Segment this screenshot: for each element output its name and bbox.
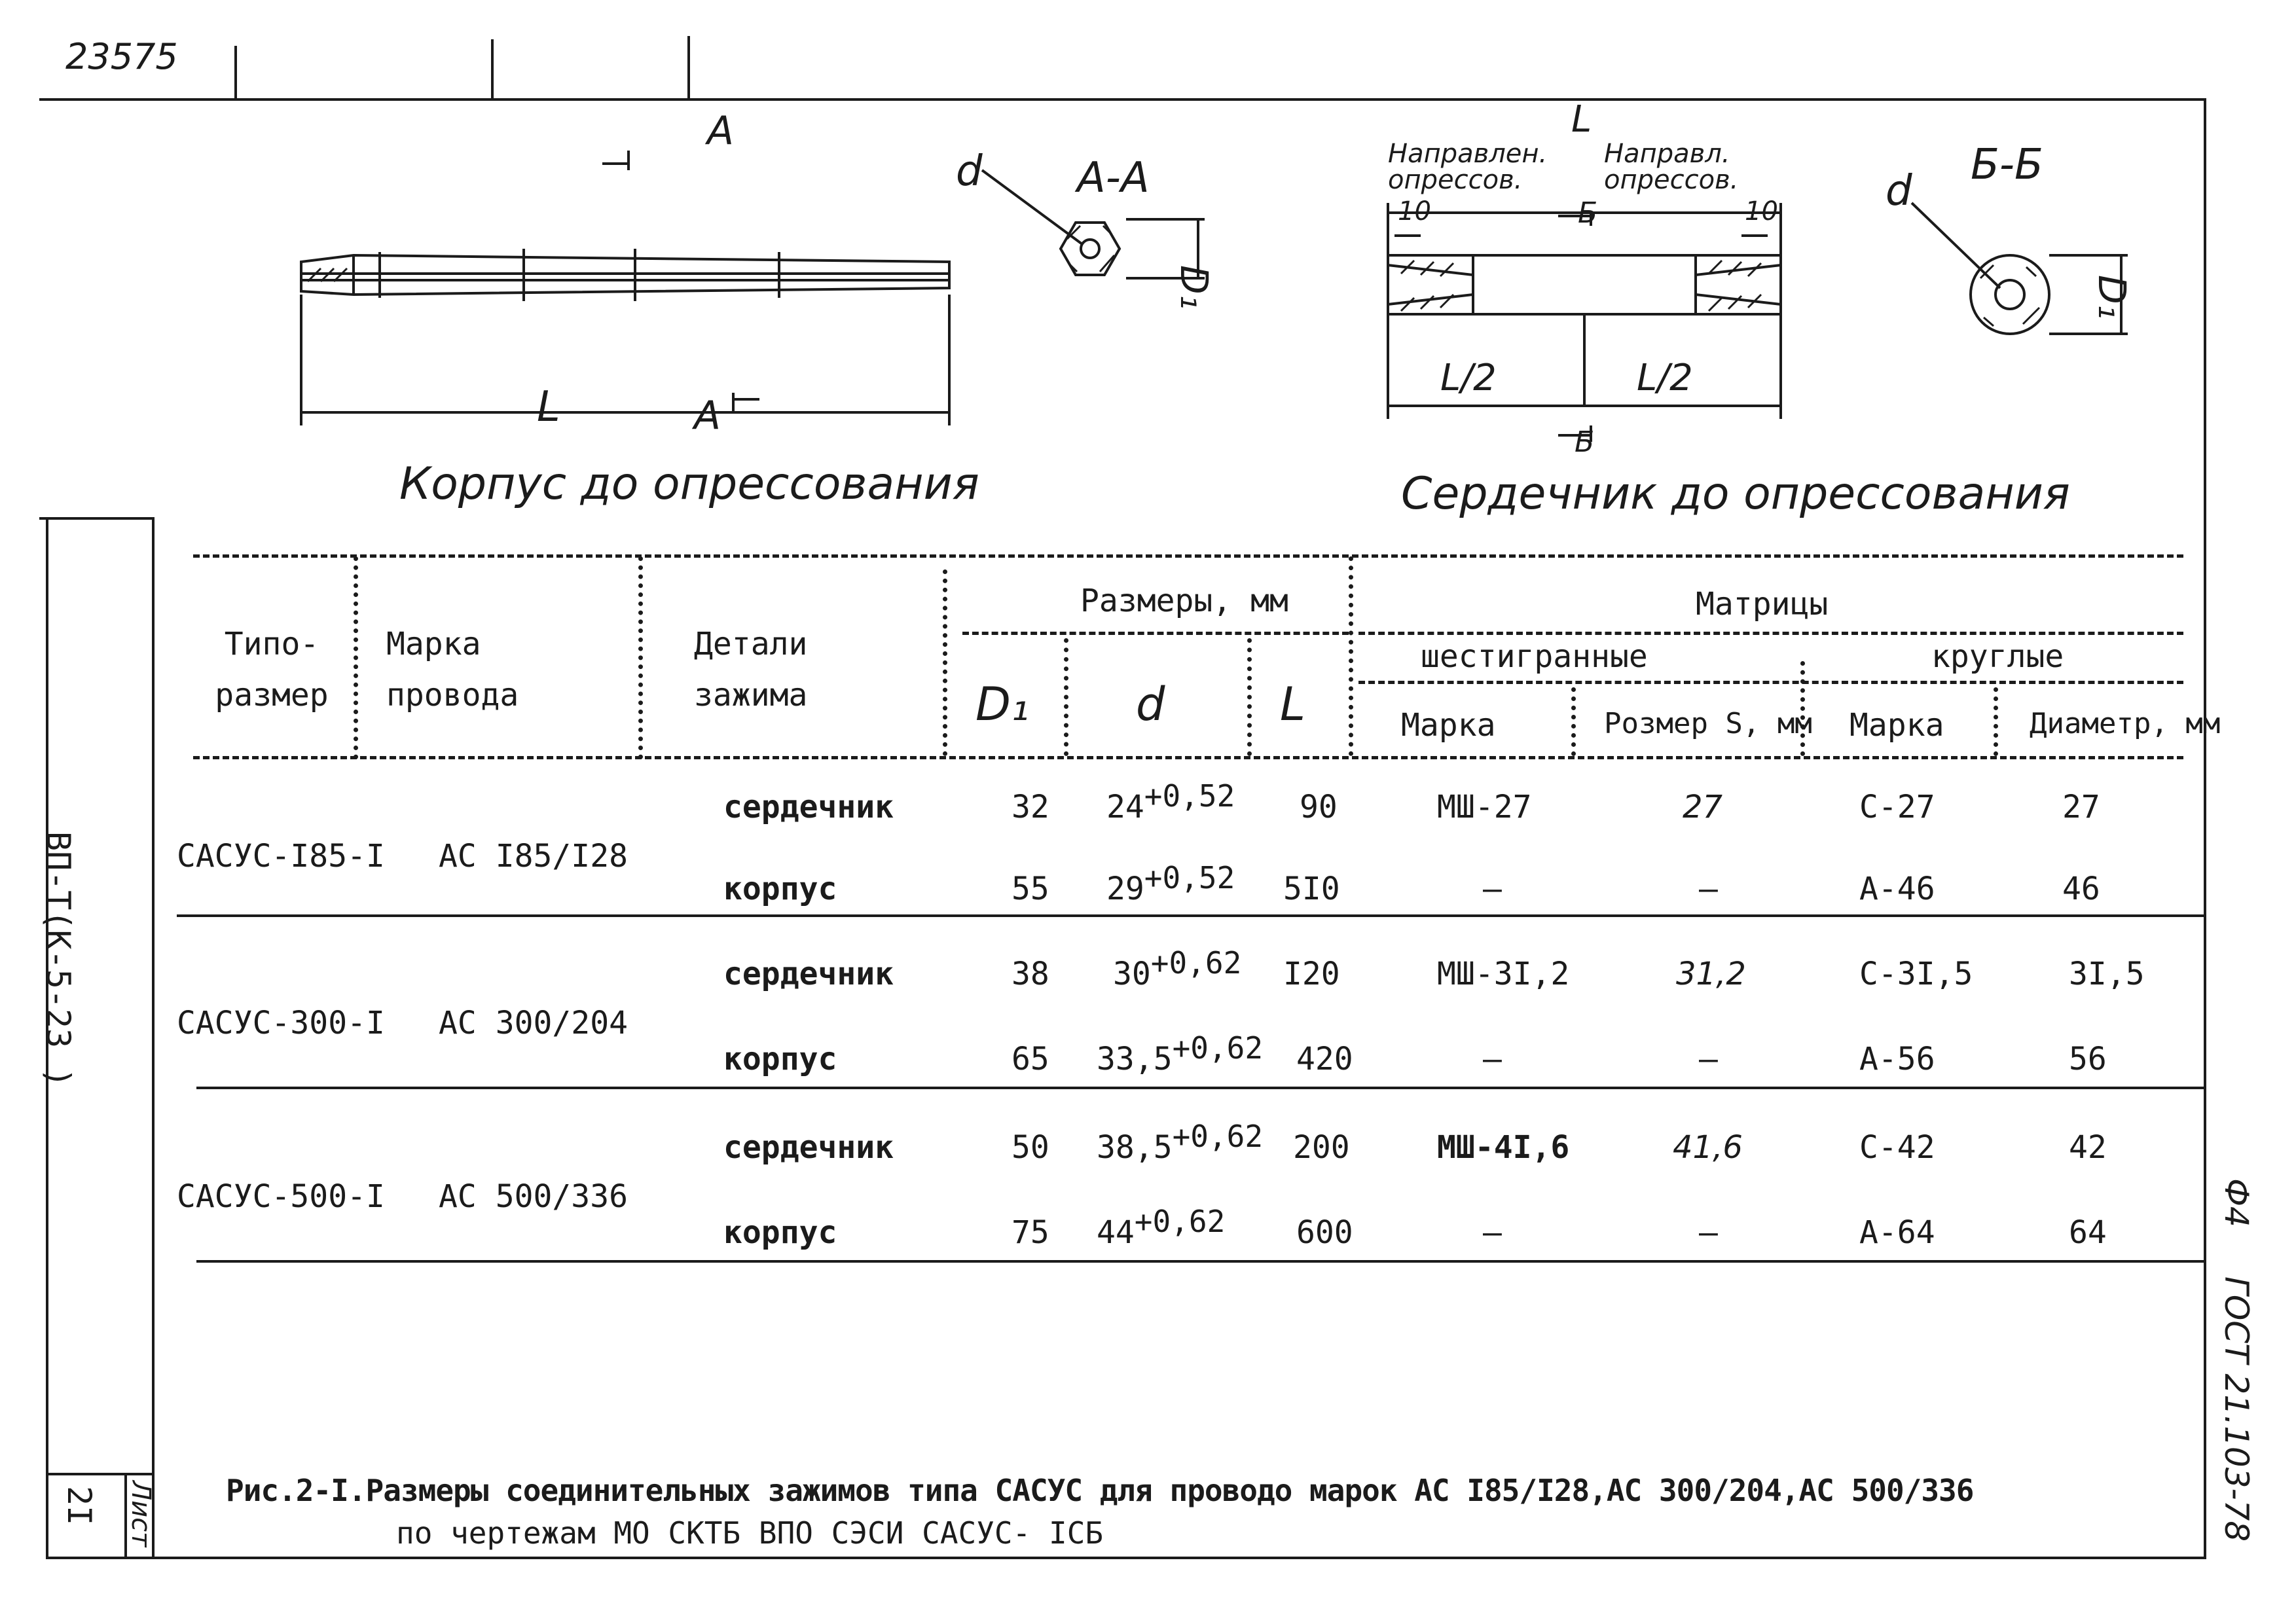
section-aa-D1: D₁ [1172,265,1216,310]
g1r1-L: 90 [1300,789,1338,825]
g1r2-D1: 55 [1011,871,1049,907]
g3r1-hex-mark: МШ-4I,6 [1437,1129,1570,1166]
sheet-label: Лист [126,1481,156,1547]
g1r1-round-diam: 27 [2062,789,2100,825]
g2r1-hex-size: 31,2 [1676,956,1746,992]
header-sep-4 [1064,638,1068,756]
section-bb-d: d [1886,167,1912,215]
g3r1-D1: 50 [1011,1129,1049,1166]
g1r2-round-mark: А-46 [1859,871,1935,907]
g1r2-hex-size: – [1699,871,1718,907]
matrices-subheader-line [1358,632,2183,635]
g2r1-round-diam: 3I,5 [2069,956,2145,992]
core-caption: Сердечник до опрессования [1401,468,2070,520]
g3r2-round-mark: А-64 [1859,1214,1935,1251]
group3-separator [196,1260,2206,1263]
group2-separator [196,1087,2206,1089]
header-tick-3 [687,36,690,98]
header-sep-5 [1247,638,1252,756]
g1r2-part: корпус [723,871,837,907]
body-label-A-bottom: А [694,393,721,439]
g3r2-D1: 75 [1011,1214,1049,1251]
g1r2-L: 5I0 [1283,871,1340,907]
col-header-dims: Размеры, мм [1080,583,1288,619]
core-label-L: L [1571,98,1592,141]
header-sep-6 [1349,556,1353,756]
group3-wire: АС 500/336 [439,1178,628,1215]
col-header-round-mark: Марка [1850,707,1944,744]
group2-type: САСУС-300-I [177,1005,385,1041]
format-label: Ф4 [2217,1178,2255,1227]
g2r2-hex-mark: – [1483,1041,1502,1077]
col-header-type: Типо-размер [215,626,329,713]
group1-separator [177,914,2206,917]
header-sep-2 [638,556,643,759]
frame-right-line [2204,98,2206,1558]
group1-wire: АС I85/I28 [439,838,628,875]
g2r1-hex-mark: МШ-3I,2 [1437,956,1570,992]
g2r1-part: сердечник [723,956,894,992]
g3r2-d: 44+0,62 [1097,1204,1226,1251]
core-label-B-bottom: Б [1575,425,1595,459]
core-press-dir-2: Направл. опрессов. [1604,139,1739,195]
header-tick-1 [234,46,237,98]
matrices-type-line [1358,681,2183,684]
col-header-hex: шестигранные [1421,638,1648,675]
frame-inner-left-line [152,517,155,1558]
g2r2-D1: 65 [1011,1041,1049,1077]
core-label-B-top: Б [1578,196,1598,230]
sheet-box-top [46,1473,155,1475]
col-header-matrices: Матрицы [1696,586,1829,623]
g1r2-d: 29+0,52 [1106,860,1235,907]
g2r2-round-diam: 56 [2069,1041,2107,1077]
col-header-round-diam: Диаметр, мм [2030,707,2221,740]
g2r1-round-mark: С-3I,5 [1859,956,1973,992]
doc-number: 23575 [65,36,178,77]
g3r1-round-diam: 42 [2069,1129,2107,1166]
g2r1-L: I20 [1283,956,1340,992]
g3r1-hex-size: 41,6 [1673,1129,1743,1166]
g2r2-part: корпус [723,1041,837,1077]
group1-type: САСУС-I85-I [177,838,385,875]
body-caption: Корпус до опрессования [399,458,979,510]
g1r1-hex-size: 27 [1683,789,1723,825]
section-aa-d: d [956,147,983,196]
right-margin-code: ГОСТ 21.103-78 [2217,1276,2255,1542]
col-header-D1: D₁ [975,677,1029,731]
core-dim-10-left: 10 [1398,196,1431,226]
g1r2-hex-mark: – [1483,871,1502,907]
g2r1-d: 30+0,62 [1113,945,1242,992]
section-bb-D1: D₁ [2090,275,2134,319]
sheet-number: 2I [60,1486,98,1526]
core-dim-10-right: 10 [1745,196,1778,226]
g2r1-D1: 38 [1011,956,1049,992]
col-header-hex-mark: Марка [1401,707,1496,744]
table-header-bottom-line [193,756,2183,759]
header-sep-9 [1994,687,1998,756]
figure-caption-source: по чертежам МО СКТБ ВПО СЭСИ САСУС- IСБ [396,1515,1104,1551]
figure-caption: Рис.2-I.Размеры соединительных зажимов типа САСУС для проводо марок АС I85/I28,АС 300/204,АС 500/336 [226,1473,1974,1508]
margin-top-line [39,517,154,520]
dims-subheader-line [962,632,1349,635]
frame-top-line [39,98,2206,101]
g3r2-part: корпус [723,1214,837,1251]
g1r1-round-mark: С-27 [1859,789,1935,825]
core-label-L2-left: L/2 [1440,357,1497,399]
header-sep-3 [943,569,947,756]
group3-type: САСУС-500-I [177,1178,385,1215]
col-header-round: круглые [1931,638,2064,675]
g3r2-hex-mark: – [1483,1214,1502,1251]
g3r1-d: 38,5+0,62 [1097,1119,1264,1166]
g2r2-hex-size: – [1699,1041,1718,1077]
core-label-L2-right: L/2 [1637,357,1693,399]
header-sep-1 [354,556,358,759]
col-header-parts: Детали зажима [694,626,808,713]
col-header-d: d [1136,677,1165,731]
col-header-L: L [1280,677,1305,731]
g2r2-d: 33,5+0,62 [1097,1030,1264,1077]
g3r2-round-diam: 64 [2069,1214,2107,1251]
body-label-A-top: А [707,108,735,154]
g1r1-d: 24+0,52 [1106,778,1235,825]
core-press-dir-1: Направлен. опрессов. [1388,139,1548,195]
g1r1-hex-mark: МШ-27 [1437,789,1532,825]
g3r1-round-mark: С-42 [1859,1129,1935,1166]
body-label-L: L [537,383,560,431]
header-tick-2 [491,39,494,98]
g2r2-L: 420 [1296,1041,1353,1077]
frame-bottom-line [46,1557,2206,1559]
col-header-wire: Марка провода [386,626,519,713]
section-bb-title: Б-Б [1971,141,2043,189]
table-header-top-line [193,554,2183,558]
col-header-hex-size: Розмер S, мм [1604,707,1812,740]
g3r2-hex-size: – [1699,1214,1718,1251]
g3r2-L: 600 [1296,1214,1353,1251]
g3r1-L: 200 [1293,1129,1350,1166]
section-aa-title: А-А [1077,154,1150,202]
g1r1-part: сердечник [723,789,894,825]
group2-wire: АС 300/204 [439,1005,628,1041]
g1r2-round-diam: 46 [2062,871,2100,907]
left-margin-code: ВП-Т(К-5-23 ) [39,831,77,1088]
g1r1-D1: 32 [1011,789,1049,825]
g3r1-part: сердечник [723,1129,894,1166]
header-sep-7 [1571,687,1576,756]
g2r2-round-mark: А-56 [1859,1041,1935,1077]
